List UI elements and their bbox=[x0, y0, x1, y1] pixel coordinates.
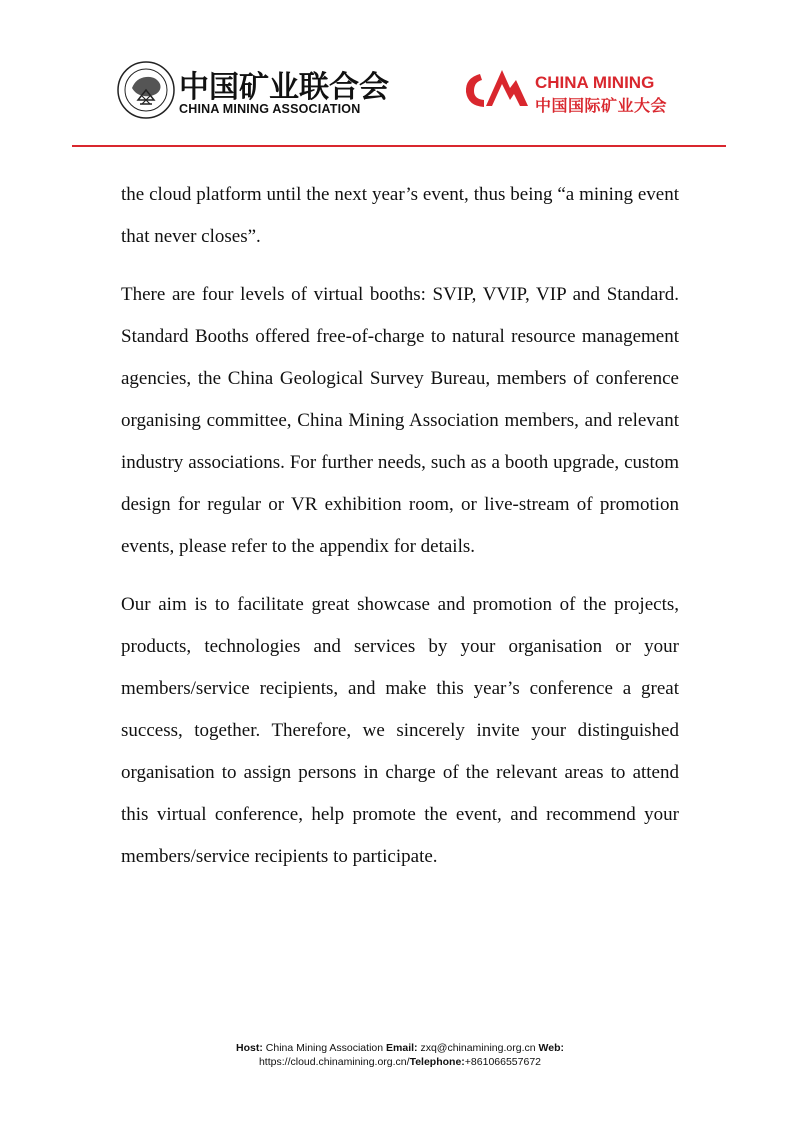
host-label: Host: bbox=[236, 1042, 263, 1054]
web-value[interactable]: https://cloud.chinamining.org.cn/ bbox=[258, 1056, 410, 1068]
web-label: Web: bbox=[538, 1042, 564, 1054]
email-value[interactable]: zxq@chinamining.org.cn bbox=[420, 1042, 536, 1054]
association-name-english: CHINA MINING ASSOCIATION bbox=[179, 102, 361, 116]
conference-name-english: CHINA MINING bbox=[535, 73, 655, 92]
page-header bbox=[0, 0, 800, 150]
phone-value: +861066557672 bbox=[464, 1056, 542, 1068]
email-label: Email: bbox=[386, 1042, 418, 1054]
footer-line-1 bbox=[0, 1041, 800, 1055]
association-name-chinese: 中国矿业联合会 bbox=[179, 70, 389, 105]
china-mining-mark-icon bbox=[462, 62, 532, 112]
conference-name-chinese: 中国国际矿业大会 bbox=[535, 96, 668, 115]
letter-body bbox=[121, 174, 679, 894]
china-mining-conference-logo bbox=[462, 62, 692, 118]
association-emblem-icon bbox=[116, 60, 176, 120]
china-mining-association-logo bbox=[116, 60, 389, 122]
phone-label: Telephone: bbox=[409, 1056, 465, 1068]
paragraph: the cloud platform until the next year’s event, thus being “a mining event that never closes”. bbox=[121, 184, 679, 247]
header-divider bbox=[72, 145, 726, 147]
host-value: China Mining Association bbox=[265, 1042, 384, 1054]
paragraph: Our aim is to facilitate great showcase and promotion of the projects, products, technologies and services by your organisation or your members/service recipients, and make this year’s conference a great success, together. Therefore, we sincerely invite your distinguished organisation to assign persons in charge of the relevant areas to attend this virtual conference, help promote the event, and recommend your members/service recipients to participate. bbox=[121, 594, 679, 867]
footer-line-2 bbox=[0, 1055, 800, 1069]
paragraph: There are four levels of virtual booths: SVIP, VVIP, VIP and Standard. Standard Booths offered free-of-charge to natural resource management agencies, the China Geological Survey Bureau, members of conference organising committee, China Mining Association members, and relevant industry associations. For further needs, such as a booth upgrade, custom design for regular or VR exhibition room, or live-stream of promotion events, please refer to the appendix for details. bbox=[121, 284, 679, 557]
page-footer bbox=[0, 1041, 800, 1069]
